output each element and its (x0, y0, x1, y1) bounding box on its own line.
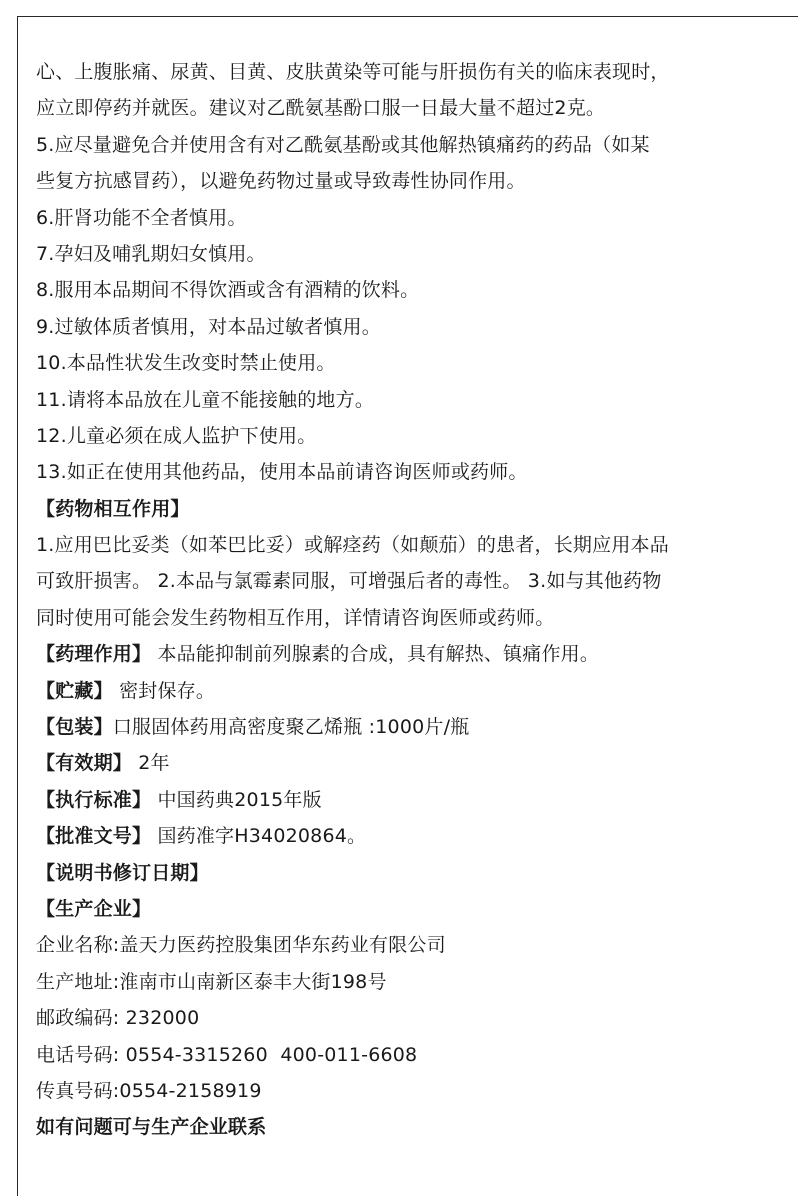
standard-text: 中国药典2015年版 (157, 788, 322, 811)
validity-row (36, 745, 776, 781)
standard-heading: 【执行标准】 (36, 788, 152, 811)
text-line: 10.本品性状发生改变时禁止使用。 (36, 352, 336, 375)
storage-row (36, 673, 776, 709)
interactions-line: 1.应用巴比妥类（如苯巴比妥）或解痉药（如颠茄）的患者，长期应用本品 (36, 534, 669, 557)
manufacturer-postcode: 邮政编码: 232000 (36, 1007, 200, 1030)
validity-text: 2年 (138, 752, 170, 775)
standard-row (36, 782, 776, 818)
manufacturer-address: 生产地址:淮南市山南新区泰丰大街198号 (36, 970, 387, 993)
text-line: 5.应尽量避免合并使用含有对乙酰氨基酚或其他解热镇痛药的药品（如某 (36, 133, 650, 156)
manufacturer-name: 企业名称:盖天力医药控股集团华东药业有限公司 (36, 934, 446, 957)
text-line: 心、上腹胀痛、尿黄、目黄、皮肤黄染等可能与肝损伤有关的临床表现时， (36, 61, 670, 83)
package-heading: 【包装】 (36, 716, 113, 739)
approval-row (36, 818, 776, 854)
text-line: 12.儿童必须在成人监护下使用。 (36, 424, 317, 447)
manufacturer-phone: 电话号码: 0554-3315260 400-011-6608 (36, 1043, 418, 1066)
interactions-line: 同时使用可能会发生药物相互作用，详情请咨询医师或药师。 (36, 606, 555, 629)
package-text: 口服固体药用高密度聚乙烯瓶 :1000片/瓶 (112, 716, 470, 739)
text-line: 应立即停药并就医。建议对乙酰氨基酚口服一日最大量不超过2克。 (36, 97, 606, 120)
manufacturer-fax: 传真号码:0554-2158919 (36, 1079, 262, 1102)
storage-heading: 【贮藏】 (36, 679, 113, 702)
leaflet-content (36, 54, 776, 1146)
storage-text: 密封保存。 (119, 679, 216, 702)
text-line: 6.肝肾功能不全者慎用。 (36, 206, 247, 229)
validity-heading: 【有效期】 (36, 752, 133, 775)
package-row (36, 709, 776, 745)
text-line: 13.如正在使用其他药品，使用本品前请咨询医师或药师。 (36, 461, 528, 484)
revision-heading: 【说明书修订日期】 (36, 861, 209, 884)
pharmacology-row (36, 636, 776, 672)
contact-footer: 如有问题可与生产企业联系 (36, 1116, 267, 1139)
interactions-heading: 【药物相互作用】 (36, 497, 190, 520)
pharmacology-heading: 【药理作用】 (36, 643, 152, 666)
approval-heading: 【批准文号】 (36, 825, 152, 848)
text-line: 8.服用本品期间不得饮酒或含有酒精的饮料。 (36, 279, 420, 302)
interactions-line: 可致肝损害。 2.本品与氯霉素同服，可增强后者的毒性。 3.如与其他药物 (36, 570, 662, 593)
approval-text: 国药准字H34020864。 (157, 825, 367, 848)
pharmacology-text: 本品能抑制前列腺素的合成，具有解热、镇痛作用。 (157, 643, 600, 666)
manufacturer-heading: 【生产企业】 (36, 897, 152, 920)
text-line: 11.请将本品放在儿童不能接触的地方。 (36, 388, 375, 411)
text-line: 9.过敏体质者慎用，对本品过敏者慎用。 (36, 315, 381, 338)
text-line: 些复方抗感冒药），以避免药物过量或导致毒性协同作用。 (36, 170, 526, 193)
text-line: 7.孕妇及哺乳期妇女慎用。 (36, 242, 266, 265)
